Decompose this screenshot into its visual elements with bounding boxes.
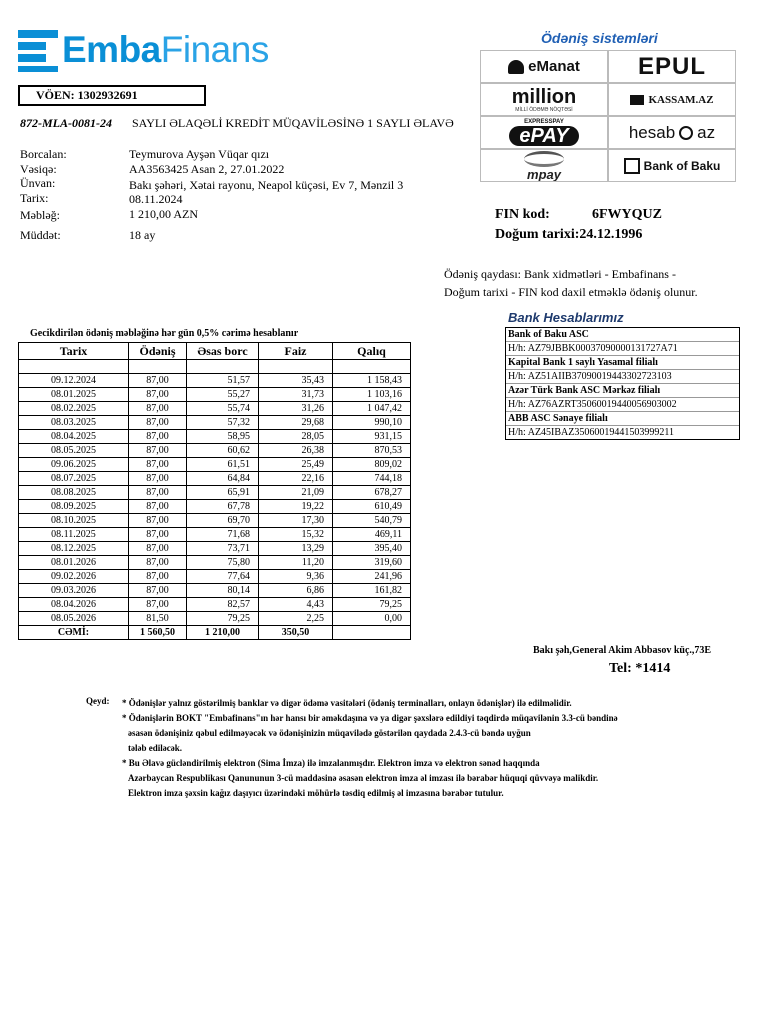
address-value: Bakı şəhəri, Xətai rayonu, Neapol küçəsi, Ev 7, Mənzil 3 xyxy=(129,178,404,192)
table-row xyxy=(19,584,411,598)
note-line: Elektron imza şəxsin kağız daşıyıcı üzərindəki möhürlə təsdiq edilmiş əl imzasına bərabər tutulur. xyxy=(128,788,504,798)
cell-balance: 931,15 xyxy=(333,430,411,444)
amount-label: Məbləğ: xyxy=(20,208,60,222)
notes xyxy=(122,696,722,801)
cell-principal: 67,78 xyxy=(187,500,259,514)
term-label: Müddət: xyxy=(20,228,61,242)
cell-date: 08.02.2025 xyxy=(19,402,129,416)
bank-account: H/h: AZ45IBAZ35060019441503999211 xyxy=(508,427,675,438)
total-label: CƏMİ: xyxy=(19,626,129,640)
mpay-logo xyxy=(480,149,608,182)
total-row xyxy=(19,626,411,640)
emanat-icon xyxy=(508,60,524,74)
col-header-date: Tarix xyxy=(19,343,129,360)
cell-payment: 87,00 xyxy=(129,374,187,388)
cell-payment: 87,00 xyxy=(129,388,187,402)
cell-principal: 64,84 xyxy=(187,472,259,486)
table-row xyxy=(19,542,411,556)
emanat-logo xyxy=(480,50,608,83)
cell-principal: 58,95 xyxy=(187,430,259,444)
cell-date: 08.11.2025 xyxy=(19,528,129,542)
table-row xyxy=(19,430,411,444)
notes-label: Qeyd: xyxy=(86,696,110,706)
cell-interest: 6,86 xyxy=(259,584,333,598)
id-label: Vəsiqə: xyxy=(20,162,57,176)
cell-principal: 57,32 xyxy=(187,416,259,430)
payment-instructions-line1: Ödəniş qaydası: Bank xidmətləri - Embafinans - xyxy=(444,267,676,281)
table-row xyxy=(19,556,411,570)
cell-date: 09.03.2026 xyxy=(19,584,129,598)
cell-payment: 87,00 xyxy=(129,570,187,584)
cell-principal: 75,80 xyxy=(187,556,259,570)
table-row xyxy=(19,486,411,500)
cell-payment: 81,50 xyxy=(129,612,187,626)
table-row xyxy=(19,500,411,514)
cell-balance: 990,10 xyxy=(333,416,411,430)
col-header-principal: Əsas borc xyxy=(187,343,259,360)
payment-schedule-table xyxy=(18,342,411,640)
az-label: az xyxy=(697,122,716,142)
cell-principal: 65,91 xyxy=(187,486,259,500)
cell-principal: 60,62 xyxy=(187,444,259,458)
kassam-logo xyxy=(608,83,736,116)
address-label: Ünvan: xyxy=(20,176,56,190)
date-value: 08.11.2024 xyxy=(129,192,183,206)
note-line: tələb ediləcək. xyxy=(128,743,182,753)
blank-cell xyxy=(187,360,259,374)
table-row xyxy=(19,612,411,626)
cell-principal: 77,64 xyxy=(187,570,259,584)
cell-date: 08.01.2026 xyxy=(19,556,129,570)
voen-box: VÖEN: 1302932691 xyxy=(18,85,206,106)
cell-principal: 80,14 xyxy=(187,584,259,598)
blank-cell xyxy=(129,360,187,374)
cell-balance: 0,00 xyxy=(333,612,411,626)
date-label: Tarix: xyxy=(20,191,49,205)
bank-name: Bank of Baku ASC xyxy=(506,328,739,342)
brand-name-part2: Finans xyxy=(160,29,269,70)
amount-value: 1 210,00 AZN xyxy=(129,207,198,221)
borrower-info xyxy=(0,147,440,247)
table-row xyxy=(19,402,411,416)
table-header-row xyxy=(19,343,411,360)
penalty-note: Gecikdirilən ödəniş məbləğinə hər gün 0,5% cərimə hesablanır xyxy=(30,328,299,339)
table-row xyxy=(19,458,411,472)
cell-balance: 161,82 xyxy=(333,584,411,598)
cell-payment: 87,00 xyxy=(129,486,187,500)
cell-date: 08.03.2025 xyxy=(19,416,129,430)
dob-label: Doğum tarixi: xyxy=(495,227,580,242)
cell-principal: 55,74 xyxy=(187,402,259,416)
hesab-icon xyxy=(679,126,693,140)
fin-value: 6FWYQUZ xyxy=(592,207,662,222)
cell-payment: 87,00 xyxy=(129,430,187,444)
total-principal: 1 210,00 xyxy=(187,626,259,640)
fin-label: FIN kod: xyxy=(495,207,550,222)
note-line: * Bu Əlavə gücləndirilmiş elektron (Sima İmza) ilə imzalanmışdır. Elektron imza və elektron sənəd haqqında xyxy=(122,758,540,768)
document-title: SAYLI ƏLAQƏLİ KREDİT MÜQAVİLƏSİNƏ 1 SAYLI ƏLAVƏ xyxy=(132,116,454,130)
fin-code xyxy=(495,207,662,223)
cell-principal: 51,57 xyxy=(187,374,259,388)
table-row xyxy=(19,598,411,612)
col-header-payment: Ödəniş xyxy=(129,343,187,360)
hesab-label: hesab xyxy=(628,122,676,142)
payment-systems-grid xyxy=(480,50,736,182)
cell-balance: 678,27 xyxy=(333,486,411,500)
bank-name: ABB ASC Sənaye filialı xyxy=(506,412,739,426)
bank-account: H/h: AZ51AIIB37090019443302723103 xyxy=(506,370,739,384)
bank-accounts-list xyxy=(505,327,740,440)
borrower-label: Borcalan: xyxy=(20,147,67,161)
schedule-body xyxy=(19,360,411,626)
note-line: * Ödənişlər yalnız göstərilmiş banklar və digər ödəmə vasitələri (ödəniş terminalları, onlayn ödənişlər) ilə edilməlidir. xyxy=(122,698,572,708)
cell-interest: 28,05 xyxy=(259,430,333,444)
bankofbaku-icon xyxy=(624,158,640,174)
million-label: million xyxy=(511,85,577,108)
table-row xyxy=(19,374,411,388)
cell-interest: 21,09 xyxy=(259,486,333,500)
cell-payment: 87,00 xyxy=(129,542,187,556)
mpay-label: mpay xyxy=(527,166,561,182)
cell-interest: 26,38 xyxy=(259,444,333,458)
cell-date: 08.05.2026 xyxy=(19,612,129,626)
cell-interest: 29,68 xyxy=(259,416,333,430)
cell-interest: 17,30 xyxy=(259,514,333,528)
birth-date xyxy=(495,227,642,243)
cell-balance: 79,25 xyxy=(333,598,411,612)
total-balance xyxy=(333,626,411,640)
id-value: AA3563425 Asan 2, 27.01.2022 xyxy=(129,162,285,176)
cell-payment: 87,00 xyxy=(129,528,187,542)
cell-principal: 79,25 xyxy=(187,612,259,626)
cell-payment: 87,00 xyxy=(129,416,187,430)
table-row xyxy=(19,514,411,528)
cell-principal: 82,57 xyxy=(187,598,259,612)
cell-principal: 69,70 xyxy=(187,514,259,528)
cell-payment: 87,00 xyxy=(129,402,187,416)
borrower-value: Teymurova Ayşən Vüqar qızı xyxy=(129,147,270,161)
cell-balance: 809,02 xyxy=(333,458,411,472)
col-header-balance: Qalıq xyxy=(333,343,411,360)
term-value: 18 ay xyxy=(129,228,156,242)
cell-balance: 540,79 xyxy=(333,514,411,528)
cell-date: 08.12.2025 xyxy=(19,542,129,556)
cell-payment: 87,00 xyxy=(129,514,187,528)
cell-interest: 19,22 xyxy=(259,500,333,514)
blank-cell xyxy=(333,360,411,374)
million-logo xyxy=(480,83,608,116)
cell-date: 09.12.2024 xyxy=(19,374,129,388)
office-address: Bakı şəh,General Akim Abbasov küç.,73E xyxy=(533,645,712,656)
cell-principal: 71,68 xyxy=(187,528,259,542)
cell-balance: 1 158,43 xyxy=(333,374,411,388)
cell-interest: 9,36 xyxy=(259,570,333,584)
bank-account: H/h: AZ76AZRT35060019440056903002 xyxy=(506,398,739,412)
cell-interest: 35,43 xyxy=(259,374,333,388)
cell-principal: 55,27 xyxy=(187,388,259,402)
payment-instructions-line2: Doğum tarixi - FIN kod daxil etməklə ödəniş olunur. xyxy=(444,285,698,299)
cell-interest: 31,26 xyxy=(259,402,333,416)
cell-interest: 11,20 xyxy=(259,556,333,570)
table-row xyxy=(19,472,411,486)
cell-payment: 87,00 xyxy=(129,472,187,486)
bank-account: H/h: AZ79JBBK00037090000131727A71 xyxy=(506,342,739,356)
payment-systems-title: Ödəniş sistemləri xyxy=(541,30,658,46)
cell-payment: 87,00 xyxy=(129,556,187,570)
blank-cell xyxy=(259,360,333,374)
expresspay-subtext: EXPRESSPAY xyxy=(524,119,564,125)
epay-label: ePAY xyxy=(509,126,578,146)
cell-payment: 87,00 xyxy=(129,584,187,598)
bankofbaku-label: Bank of Baku xyxy=(643,158,721,173)
cell-date: 09.02.2026 xyxy=(19,570,129,584)
expresspay-logo xyxy=(480,116,608,149)
table-row xyxy=(19,528,411,542)
phone-number: Tel: *1414 xyxy=(609,661,671,676)
cell-balance: 1 047,42 xyxy=(333,402,411,416)
cell-payment: 87,00 xyxy=(129,444,187,458)
brand-name-part1: Emba xyxy=(62,29,161,70)
dob-value: 24.12.1996 xyxy=(579,227,643,242)
cell-interest: 13,29 xyxy=(259,542,333,556)
table-row xyxy=(19,570,411,584)
cell-date: 08.04.2026 xyxy=(19,598,129,612)
million-subtext: MİLLİ ÖDƏMƏ NÖQTƏSİ xyxy=(515,106,573,113)
epul-logo xyxy=(608,50,736,83)
cell-balance: 469,11 xyxy=(333,528,411,542)
cell-date: 08.04.2025 xyxy=(19,430,129,444)
embafinans-logo xyxy=(18,28,288,74)
kassam-label: KASSAM.AZ xyxy=(648,93,714,106)
cell-date: 08.05.2025 xyxy=(19,444,129,458)
embafinans-mark-icon xyxy=(18,30,58,72)
cell-date: 08.01.2025 xyxy=(19,388,129,402)
cell-interest: 2,25 xyxy=(259,612,333,626)
total-interest: 350,50 xyxy=(259,626,333,640)
cell-interest: 15,32 xyxy=(259,528,333,542)
cell-interest: 4,43 xyxy=(259,598,333,612)
emanat-label: eManat xyxy=(528,58,580,75)
cell-principal: 61,51 xyxy=(187,458,259,472)
document-number: 872-MLA-0081-24 xyxy=(20,116,112,130)
cell-date: 08.10.2025 xyxy=(19,514,129,528)
cell-interest: 22,16 xyxy=(259,472,333,486)
note-line: * Ödənişlərin BOKT "Embafinans"ın hər hansı bir əməkdaşına və ya digər şəxslərə edildiyi təqdirdə müqavilənin 3.3-cü bəndinə xyxy=(122,713,618,723)
total-payment: 1 560,50 xyxy=(129,626,187,640)
blank-cell xyxy=(19,360,129,374)
cell-principal: 73,71 xyxy=(187,542,259,556)
note-line: Azərbaycan Respublikası Qanununun 3-cü maddəsinə əsasən elektron imza əl imzası ilə bərabər hüquqi qüvvəyə malikdir. xyxy=(128,773,599,783)
cell-balance: 870,53 xyxy=(333,444,411,458)
cell-date: 08.07.2025 xyxy=(19,472,129,486)
cell-interest: 31,73 xyxy=(259,388,333,402)
cell-balance: 319,60 xyxy=(333,556,411,570)
bank-name: Azər Türk Bank ASC Mərkəz filialı xyxy=(506,384,739,398)
cell-payment: 87,00 xyxy=(129,598,187,612)
blank-row xyxy=(19,360,411,374)
cell-payment: 87,00 xyxy=(129,458,187,472)
cell-balance: 744,18 xyxy=(333,472,411,486)
payment-instructions xyxy=(444,265,744,301)
cell-balance: 241,96 xyxy=(333,570,411,584)
cell-balance: 395,40 xyxy=(333,542,411,556)
cell-balance: 1 103,16 xyxy=(333,388,411,402)
table-row xyxy=(19,416,411,430)
cell-date: 08.08.2025 xyxy=(19,486,129,500)
bank-name: Kapital Bank 1 saylı Yasamal filialı xyxy=(506,356,739,370)
kassam-icon xyxy=(630,95,644,105)
col-header-interest: Faiz xyxy=(259,343,333,360)
mpay-icon xyxy=(524,151,564,167)
table-row xyxy=(19,388,411,402)
cell-balance: 610,49 xyxy=(333,500,411,514)
epul-label: EPUL xyxy=(637,52,706,80)
cell-date: 08.09.2025 xyxy=(19,500,129,514)
bankofbaku-logo xyxy=(608,149,736,182)
cell-payment: 87,00 xyxy=(129,500,187,514)
bank-accounts-title: Bank Hesablarımız xyxy=(508,310,624,325)
brand-name xyxy=(62,28,269,72)
hesabaz-logo xyxy=(608,116,736,149)
table-row xyxy=(19,444,411,458)
cell-date: 09.06.2025 xyxy=(19,458,129,472)
cell-interest: 25,49 xyxy=(259,458,333,472)
note-line: əsasən ödənişiniz qəbul edilməyəcək və ödənişinizin müqavilədə göstərilən qaydada 2.4.3-cü bəndə uyğun xyxy=(128,728,531,738)
